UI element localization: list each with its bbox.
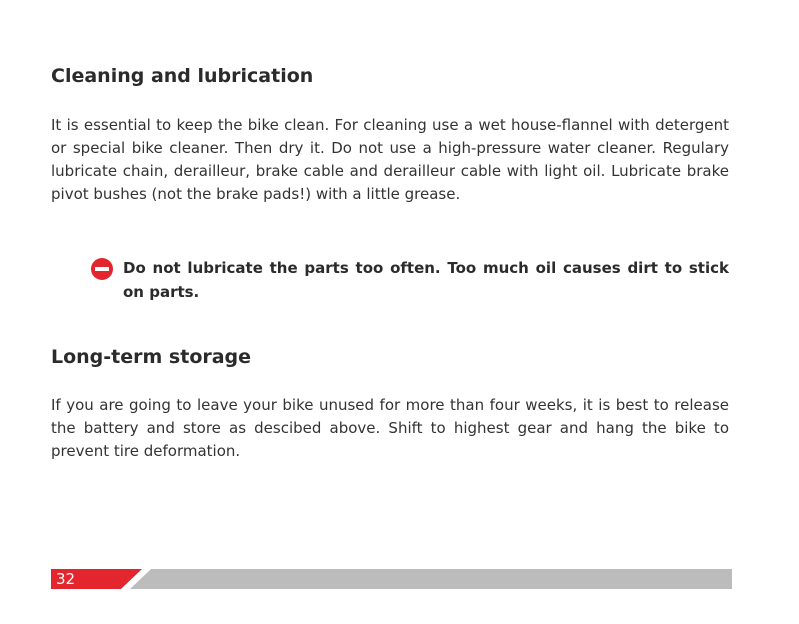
section-paragraph-storage: If you are going to leave your bike unused for more than four weeks, it is best to release the battery and store as descibed above. Shift to highest gear and hang the bike to prevent tire deformation. [51,396,729,460]
section-storage-heading-block [51,345,729,369]
section-heading-cleaning: Cleaning and lubrication [51,65,314,87]
section-cleaning-heading-block [51,64,729,88]
section-heading-storage: Long-term storage [51,346,252,368]
warning-text: Do not lubricate the parts too often. Too much oil causes dirt to stick on parts. [123,259,729,301]
page-footer [51,569,732,589]
section-paragraph-cleaning: It is essential to keep the bike clean. For cleaning use a wet house-flannel with detergent or special bike cleaner. Then dry it. Do not use a high-pressure water cleaner. Regulary lubricate chain, derailleur, brake cable and derailleur cable with light oil. Lubricate brake pivot bushes (not the brake pads!) with a little grease. [51,116,729,203]
no-entry-icon [91,258,113,280]
warning-note [91,256,729,304]
section-cleaning-body-block [51,114,729,206]
footer-bar [51,569,732,589]
section-storage-body-block [51,394,729,463]
page-number: 32 [56,570,76,588]
